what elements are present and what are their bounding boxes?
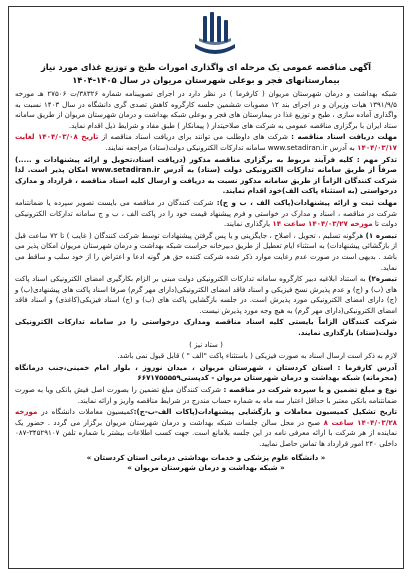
employer-address-label: آدرس کارفرما : [337, 362, 397, 372]
document-deadline-paragraph: مهلت دریافت اسناد مناقصه : شرکت های داوطلب می توانند برای دریافت اسناد مناقصه از تاریخ ۱۴۰۴/۰۳/۰۸ لغایت ۱۴۰۴/۰۳/۱۷ به آدرس www.setadiran.ir سامانه تدارکات الکترونیکی دولت(ستاد) مراجعه نمایند. [15, 132, 397, 152]
opening-date-label: تاریخ تشکیل کمیسیون معاملات و بازگشایی پیشنهادات(پاکات الف-ب-ج): [133, 407, 397, 417]
university-medical-sciences-logo-icon [185, 10, 245, 60]
proposal-deadline-label: مهلت ثبت و ارائه پیشنهادات(پاکت الف ، ب و ج): [216, 197, 397, 207]
setad-link-note[interactable]: www.setadiran.ir [91, 165, 161, 175]
announcement-body [15, 61, 397, 564]
setad-centered-note: ( ستاد نیز ) [189, 339, 223, 349]
proposal-deadline-paragraph: مهلت ثبت و ارائه پیشنهادات(پاکت الف ، ب و ج): شرکت کنندگان در مناقصه می بایست تصویر سپرده یا ضمانتنامه شرکت در مناقصه ، اسناد و مدارک در خواستی و فرم پیشنهاد قیمت خود را در پاکت الف ، ب و ج سامانه تدارکات الکترونیکی دولت تا مورخه ۱۴۰۴/۰۳/۲۷ ساعت ۱۴ بارگذاری نمایند. [15, 197, 397, 229]
setad-link[interactable]: www.setadiran.ir [267, 142, 328, 152]
announcement-title: آگهی مناقصه عمومی یک مرحله ای واگذاری امورات طبخ و توزیع غذای مورد نیاز بیمارستانهای فجر و بوعلی شهرستان مریوان در سال ۱۴۰۵-۱۴۰۴ [40, 62, 372, 85]
important-note-label: تذکر مهم : [356, 154, 397, 164]
note-1-paragraph: تبصره ۱) هرگونه تسلیم ، تحویل ، اصلاح ، جایگزینی و یا پس گرفتن پیشنهادات توسط شرکت کنندگان ( غایب ) تا ۷۲ ساعت قبل از بازگشائی پیشنهادات) به استثناء ایام تعطیل از طریق دبیرخانه حراست شبکه بهداشت و درمان شهرستان مریوان امکان پذیر می باشد . بدیهی است در صورت عدم رعایت موارد ذکر شده شرکت کننده حق هر گونه ادعا و اعتراض را از خود سلب و ساقط می نماید. [15, 230, 397, 272]
opening-date-value: مورخه ۱۴۰۴/۰۳/۲۸ ساعت ۸ [15, 407, 397, 427]
physical-docs-paragraph: لازم به ذکر است ارسال اسناد به صورت فیزیکی ( باستثناء پاکت "الف " ) قابل قبول نمی باشد. [117, 351, 397, 361]
upload-requirement-paragraph: شرکت کنندگان الزاماً بایستی کلیه اسناد مناقصه ومدارک درخواستی را در سامانه تدارکات الکترونیکی دولت(ستاد) بارگذاری نمایند. [15, 317, 397, 338]
announcement-frame [8, 6, 404, 569]
document-deadline-date: تاریخ ۱۴۰۴/۰۳/۰۸ لغایت ۱۴۰۴/۰۳/۱۷ [15, 132, 397, 152]
important-note-paragraph: تذکر مهم : کلیه فرآیند مربوط به برگزاری مناقصه مذکور (دریافت اسناد،تحویل و ارائه پیشنهادات و .....) صرفاً از طریق سامانه تدارکات الکترونیکی دولت (ستاد) به آدرس www.setadiran.ir امکان پذیر است. لذا شرکت کنندگان الزاماً از طریق سامانه مذکور نسبت به دریافت و ارسال کلیه اسناد مناقصه ، قرارداد و مدارک درخواستی (به استثناء پاکت الف)خود اقدام نمایند. [15, 154, 397, 196]
intro-paragraph: شبکه بهداشت و درمان شهرستان مریوان ( کارفرما ) در نظر دارد در اجرای تصویبنامه شماره ۳۸۳۲۶/ت ۲۷۵۰۶ هـ مورخه ۱۳۹۱/۹/۵ هیات وزیران و در اجرای بند ۱۲ مصوبات ششمین جلسه کارگروه کاهش تصدی گری دانشگاه در سال ۱۴۰۳ نسبت به واگذاری آماده سازی ، طبخ و توزیع غذا در بیمارستان های فجر و بوعلی شبکه بهداشت و درمان شهرستان مریوان از طریق سامانه ستاد ایران با برگزاری مناقصه عمومی به شرکت های صلاحیتدار ( پیمانکار ) طبق مفاد و شرایط ذیل اقدام نماید. [15, 89, 397, 130]
note-2-label: تبصره۲) [368, 274, 397, 284]
note-1-label: تبصره ۱) [365, 230, 397, 240]
footer-network: « شبکه بهداشت و درمان شهرستان مریوان » [127, 463, 285, 473]
note-2-paragraph: تبصره۲) به استناد ابلاغیه دبیر کارگروه سامانه تدارکات الکترونیکی دولت مبنی بر الزام بکارگیری امضای الکترونیکی اسناد پاکت های (ب) و (ج) و عدم پذیرش نسخ فیزیکی و اسناد فاقد امضای الکترونیکی(دارای مهر گرم) صرفا اسناد پاکت های پیشنهادی(ب) و (ج) دارای امضای الکترونیکی مورد پذیرش است. در جلسه بازگشایی پاکت های (ب) و (ج) اسناد فیزیکی(کاغذی) و اسناد فاقد امضای الکترونیکی(دارای مهر گرم) به هیچ وجه مورد پذیرش نیست. [15, 274, 397, 315]
guarantee-label: نوع و مبلغ تضمین و یا سپرده شرکت در مناقصه : [223, 385, 397, 395]
opening-date-paragraph: تاریخ تشکیل کمیسیون معاملات و بازگشایی پیشنهادات(پاکات الف-ب-ج):کمیسیون معاملات دانشگاه در مورخه ۱۴۰۴/۰۳/۲۸ ساعت ۸ صبح در محل سالن جلسات شبکه بهداشت و درمان شهرستان مریوان برگزار می گردد . حضور یک نماینده از هر شرکت با ارائه معرفی نامه در این جلسه بلامانع است. جهت کسب اطلاعات بیشتر با شماره تلفن ۳۴۵۲۹۱۰۷-۰۸۷ داخلی ۲۴۰ امور قرارداد ها تماس حاصل نمایید. [15, 407, 397, 448]
proposal-deadline-date: مورخه ۱۴۰۴/۰۳/۲۷ ساعت ۱۴ [272, 219, 373, 229]
guarantee-paragraph: نوع و مبلغ تضمین و یا سپرده شرکت در مناقصه : شرکت کنندگان مبلغ تضمین را بصورت اصل فیش بانکی ویا به صورت ضمانتنامه بانکی معتبر با حداقل اعتبار سه ماه به شماره حساب مندرج در شرایط مناقصه واریز و ارائه نمایند. [15, 385, 397, 405]
employer-address-paragraph: آدرس کارفرما : استان کردستان ، شهرستان مریوان ، میدان نوروز ، بلوار امام خمینی،جنب درمانگاه (محرمانه) شبکه بهداشت و درمان شهرستان مریوان - کدپستی۶۶۷۱۷۵۵۵۵۹ [15, 362, 397, 383]
footer-university: « دانشگاه علوم پزشکی و خدمات بهداشتی درمانی استان کردستان » [86, 452, 326, 462]
document-deadline-label: مهلت دریافت اسناد مناقصه : [291, 132, 397, 142]
